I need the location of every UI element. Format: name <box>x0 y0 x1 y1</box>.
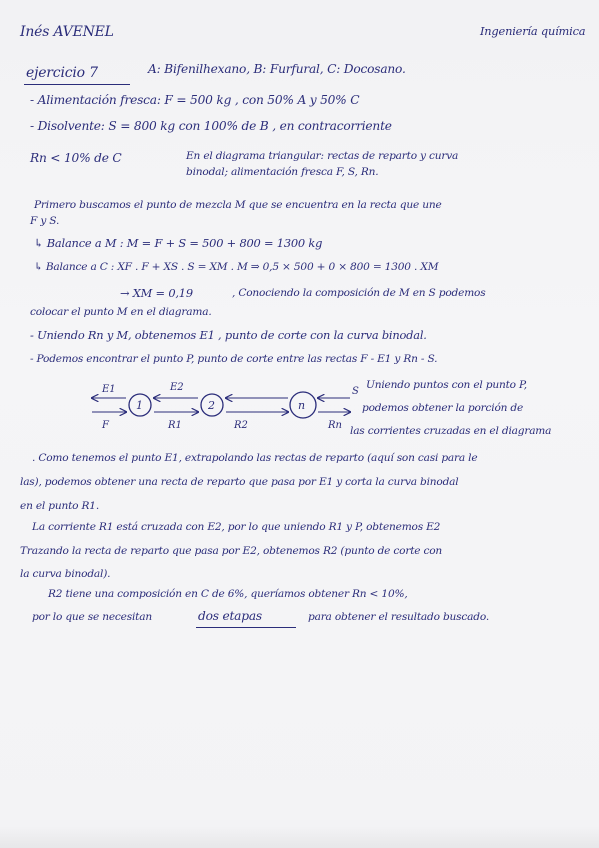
stage-1-label: 1 <box>136 399 143 412</box>
emphasis-underline <box>196 627 296 628</box>
label-rn: Rn <box>328 420 342 431</box>
paragraph-5-line-2-pre: por lo que se necesitan <box>32 611 152 623</box>
paragraph-5-line-2-post: para obtener el resultado buscado. <box>308 611 489 623</box>
side-note-2: podemos obtener la porción de <box>362 402 524 414</box>
paragraph-4-line-3: la curva binodal). <box>20 568 111 580</box>
stage-n-label: n <box>298 399 306 412</box>
label-f: F <box>102 420 109 431</box>
exercise-title: ejercicio 7 <box>26 65 98 81</box>
paragraph-4-line-2: Trazando la recta de reparto que pasa por E2, obtenemos R2 (punto de corte con <box>20 545 443 557</box>
page-bottom-shadow <box>0 826 599 848</box>
step-2-line: - Podemos encontrar el punto P, punto de corte entre las rectas F - E1 y Rn - S. <box>30 353 438 365</box>
paragraph-2: colocar el punto M en el diagrama. <box>30 306 212 318</box>
label-e1: E1 <box>102 384 116 395</box>
side-note-3: las corrientes cruzadas en el diagrama <box>350 425 552 437</box>
paragraph-1-line-2: F y S. <box>30 215 60 227</box>
balance-m-line: ↳ Balance a M : M = F + S = 500 + 800 = 1300 kg <box>34 236 323 250</box>
author-name: Inés AVENEL <box>20 24 114 40</box>
paragraph-1-line-1: Primero buscamos el punto de mezcla M que se encuentra en la recta que une <box>34 199 442 211</box>
paragraph-3-line-2: las), podemos obtener una recta de reparto que pasa por E1 y corta la curva binodal <box>20 476 459 488</box>
label-e2: E2 <box>170 382 184 393</box>
stage-2-label: 2 <box>208 399 215 412</box>
exercise-title-underline <box>24 84 130 85</box>
paragraph-5-line-1: R2 tiene una composición en C de 6%, queríamos obtener Rn < 10%, <box>48 588 408 600</box>
side-note-1: Uniendo puntos con el punto P, <box>366 379 527 391</box>
balance-c-line: ↳ Balance a C : XF . F + XS . S = XM . M ⇒ 0,5 × 500 + 0 × 800 = 1300 . XM <box>34 261 439 273</box>
label-s: S <box>352 386 359 397</box>
paragraph-4-line-1: La corriente R1 está cruzada con E2, por lo que uniendo R1 y P, obtenemos E2 <box>32 521 441 533</box>
condition-line: Rn < 10% de C <box>30 151 122 165</box>
diagram-note-1: En el diagrama triangular: rectas de reparto y curva <box>186 150 459 162</box>
paragraph-3-line-1: . Como tenemos el punto E1, extrapolando las rectas de reparto (aquí son casi para le <box>32 452 478 464</box>
step-1-line: - Uniendo Rn y M, obtenemos E1 , punto de corte con la curva binodal. <box>30 328 427 342</box>
xm-result: → XM = 0,19 <box>120 286 193 300</box>
subject-label: Ingeniería química <box>480 24 586 38</box>
components-line: A: Bifenilhexano, B: Furfural, C: Docosano. <box>148 62 406 76</box>
diagram-note-2: binodal; alimentación fresca F, S, Rn. <box>186 166 379 178</box>
stage-diagram-svg <box>88 378 358 438</box>
countercurrent-stage-diagram <box>88 378 358 438</box>
label-r1: R1 <box>168 420 182 431</box>
paragraph-5-emphasis: dos etapas <box>198 609 262 623</box>
xm-note: , Conociendo la composición de M en S podemos <box>232 287 486 299</box>
feed-line: - Alimentación fresca: F = 500 kg , con 50% A y 50% C <box>30 93 360 107</box>
solvent-line: - Disolvente: S = 800 kg con 100% de B , en contracorriente <box>30 119 392 133</box>
paragraph-3-line-3: en el punto R1. <box>20 500 99 512</box>
label-r2: R2 <box>234 420 248 431</box>
